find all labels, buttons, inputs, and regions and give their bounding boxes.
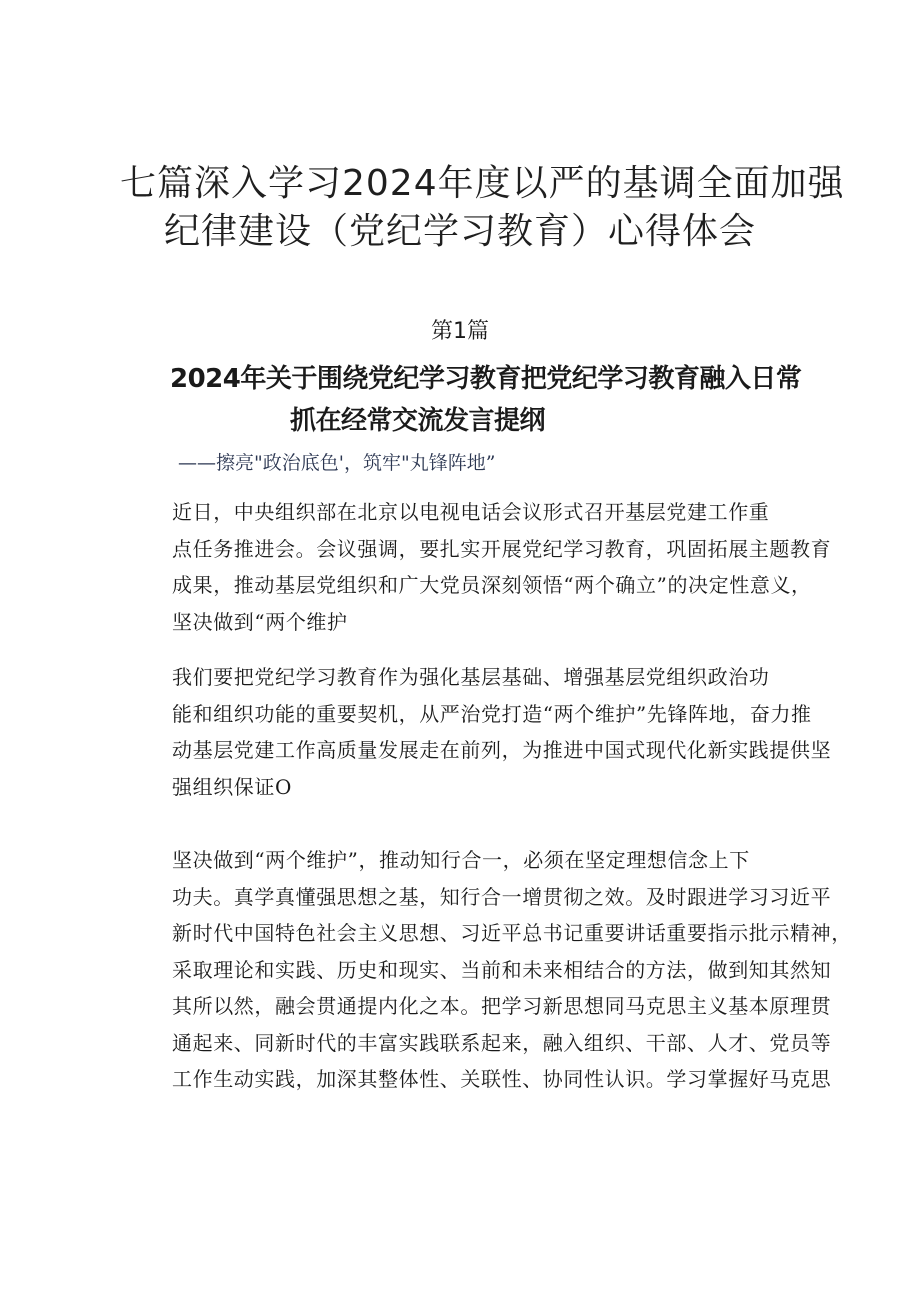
paragraph-line: 其所以然，融会贯通提内化之本。把学习新思想同马克思主义基本原理贯 bbox=[172, 994, 832, 1018]
document-title-line-2: 纪律建设（党纪学习教育）心得体会 bbox=[163, 211, 756, 252]
chapter-label: 第1篇 bbox=[431, 319, 489, 344]
paragraph-line: 点任务推进会。会议强调，要扎实开展党纪学习教育，巩固拓展主题教育 bbox=[172, 536, 832, 561]
paragraph-line: 通起来、同新时代的丰富实践联系起来，融入组织、干部、人才、党员等 bbox=[172, 1030, 832, 1055]
paragraph-line: 能和组织功能的重要契机，从严治党打造“两个维护”先锋阵地，奋力推 bbox=[172, 701, 812, 726]
paragraph-line: 我们要把党纪学习教育作为强化基层基础、增强基层党组织政治功 bbox=[172, 665, 770, 689]
document-title bbox=[120, 160, 845, 256]
section-subtitle-line-2: 抓在经常交流发言提纲 bbox=[290, 406, 546, 436]
paragraph-line: 采取理论和实践、历史和现实、当前和未来相结合的方法，做到知其然知 bbox=[172, 957, 832, 982]
paragraph-line: 成果，推动基层党组织和广大党员深刻领悟“两个确立”的决定性意义， bbox=[172, 573, 812, 597]
paragraph-line: 强组织保证O bbox=[172, 774, 292, 799]
body-paragraph-2 bbox=[172, 659, 832, 805]
paragraph-line: 动基层党建工作高质量发展走在前列，为推进中国式现代化新实践提供坚 bbox=[172, 738, 832, 762]
body-paragraph-3 bbox=[172, 842, 852, 1098]
paragraph-line: 新时代中国特色社会主义思想、习近平总书记重要讲话重要指示批示精神， bbox=[172, 921, 852, 945]
document-title-line-1: 七篇深入学习2024年度以严的基调全面加强 bbox=[120, 163, 845, 204]
section-subtitle-line-1: 2024年关于围绕党纪学习教育把党纪学习教育融入日常 bbox=[170, 364, 802, 394]
paragraph-line: 坚决做到“两个维护”，推动知行合一，必须在坚定理想信念上下 bbox=[172, 848, 750, 872]
section-subtitle bbox=[150, 358, 830, 442]
paragraph-line: 功夫。真学真懂强思想之基，知行合一增贯彻之效。及时跟进学习习近平 bbox=[172, 884, 832, 909]
paragraph-line: 近日，中央组织部在北京以电视电话会议形式召开基层党建工作重 bbox=[172, 500, 770, 524]
paragraph-line: 坚决做到“两个维护 bbox=[172, 609, 348, 634]
paragraph-line: 工作生动实践，加深其整体性、关联性、协同性认识。学习掌握好马克思 bbox=[172, 1067, 832, 1091]
epigraph: ——擦亮"政治底色'，筑牢"丸锋阵地” bbox=[178, 452, 496, 474]
body-paragraph-1 bbox=[172, 494, 832, 640]
